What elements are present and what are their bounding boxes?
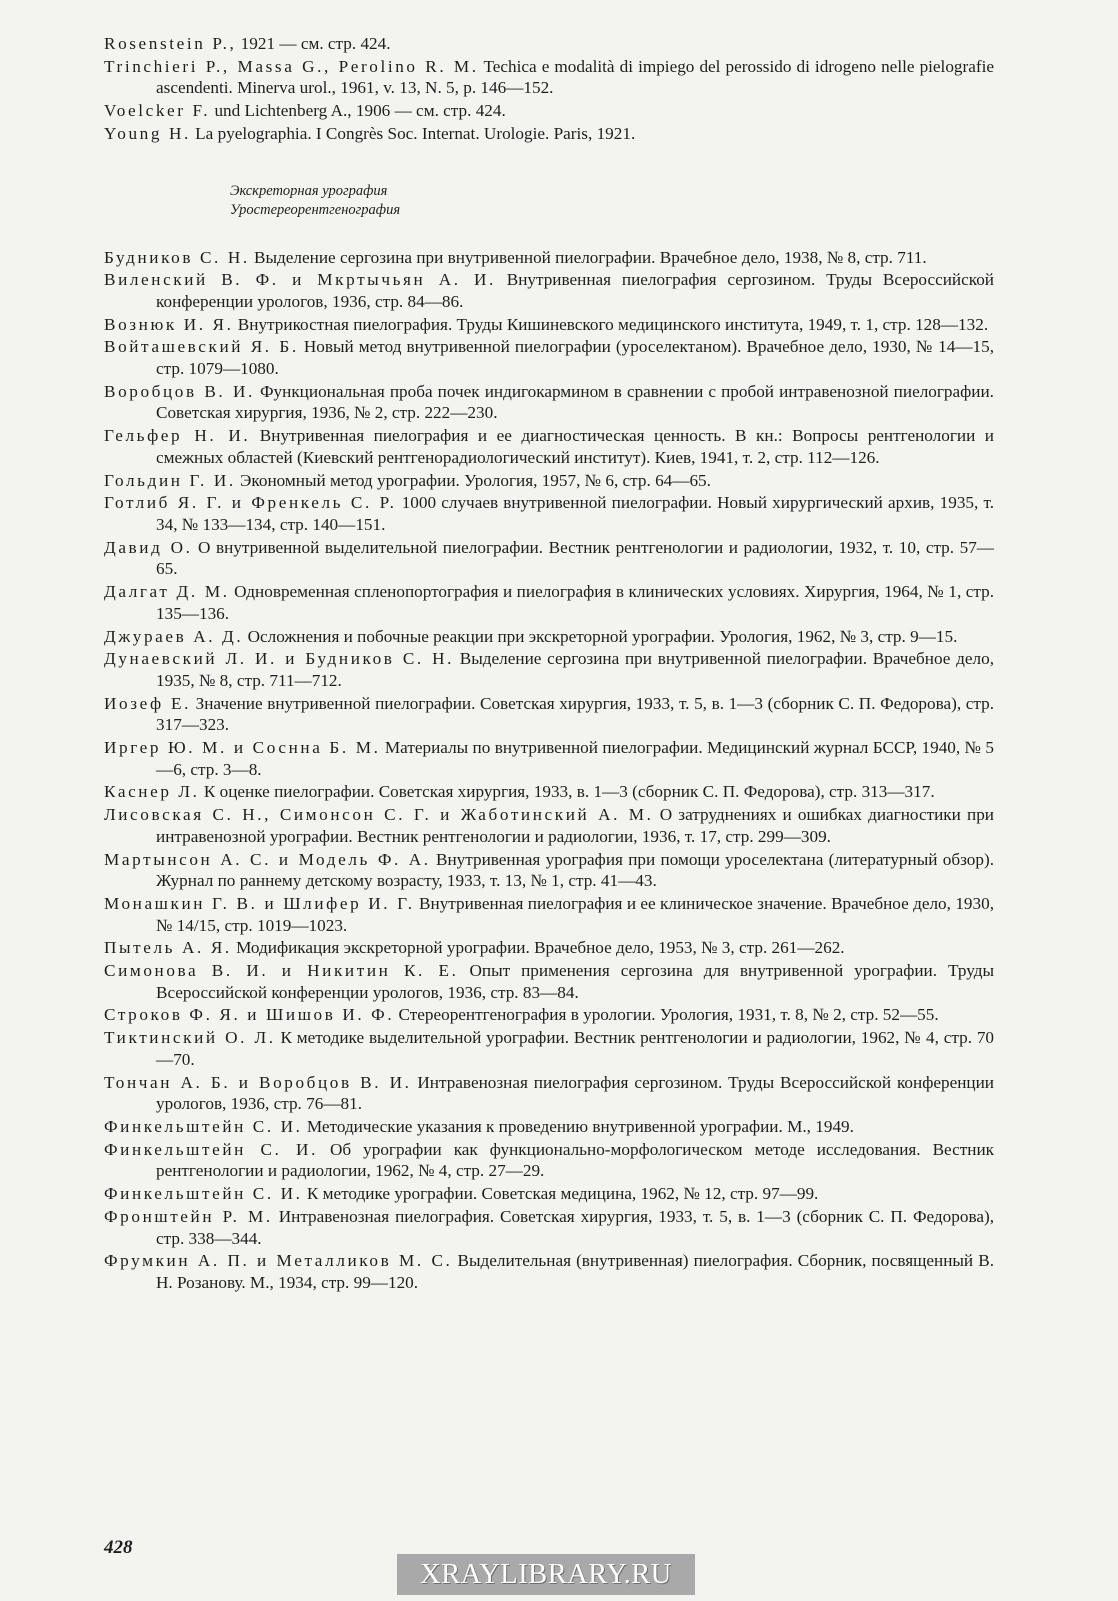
reference-text: Выделительная (внутривенная) пиелография. Сборник, посвященный В. Н. Розанову. М., 1934, стр. 99—120.	[156, 1251, 994, 1292]
watermark-banner: XRAYLIBRARY.RU	[397, 1554, 695, 1595]
reference-author: Тиктинский О. Л.	[104, 1028, 276, 1048]
reference-entry	[104, 893, 994, 936]
reference-author: Джураев А. Д.	[104, 626, 244, 646]
reference-text: Стереорентгенография в урологии. Урология, 1931, т. 8, № 2, стр. 52—55.	[394, 1005, 939, 1025]
reference-text: Экономный метод урографии. Урология, 1957, № 6, стр. 64—65.	[235, 470, 711, 490]
reference-author: Rosenstein P.,	[104, 34, 237, 53]
reference-author: Монашкин Г. В. и Шлифер И. Г.	[104, 893, 415, 913]
reference-author: Строков Ф. Я. и Шишов И. Ф.	[104, 1005, 395, 1025]
section-heading	[230, 182, 994, 220]
reference-text: Techica e modalità di impiego del perossido di idrogeno nelle pielografie ascendenti. Minerva urol., 1961, v. 13, N. 5, p. 146—152.	[156, 56, 995, 98]
reference-entry	[104, 336, 994, 379]
reference-entry	[104, 626, 994, 648]
reference-text: Опыт применения сергозина для внутривенной урографии. Труды Всероссийской конференции урологов, 1936, стр. 83—84.	[156, 961, 995, 1002]
reference-author: Пытель А. Я.	[104, 938, 232, 958]
reference-author: Фронштейн Р. М.	[104, 1206, 273, 1226]
reference-entry	[104, 937, 994, 959]
reference-entry	[104, 100, 994, 122]
reference-author: Гельфер Н. И.	[104, 426, 251, 446]
reference-text: К методике выделительной урографии. Вестник рентгенологии и радиологии, 1962, № 4, стр. 70—70.	[156, 1028, 995, 1069]
reference-text: Выделение сергозина при внутривенной пиелографии. Врачебное дело, 1938, № 8, стр. 711.	[249, 247, 927, 267]
reference-author: Young H.	[104, 123, 191, 143]
reference-entry	[104, 804, 994, 847]
reference-entry	[104, 1116, 994, 1138]
reference-author: Мартынсон А. С. и Модель Ф. А.	[104, 849, 431, 869]
reference-author: Дунаевский Л. И. и Будников С. Н.	[104, 649, 455, 669]
reference-entry	[104, 269, 994, 312]
reference-author: Воробцов В. И.	[104, 381, 255, 401]
reference-entry	[104, 1206, 994, 1249]
references-top	[104, 33, 994, 145]
reference-entry	[104, 1183, 994, 1205]
reference-entry	[104, 33, 994, 55]
reference-text: Внутривенная пиелография сергозином. Труды Всероссийской конференции урологов, 1936, стр. 84—86.	[156, 270, 994, 311]
reference-entry	[104, 314, 994, 336]
reference-author: Иозеф Е.	[104, 693, 191, 713]
reference-text: Значение внутривенной пиелографии. Советская хирургия, 1933, т. 5, в. 1—3 (сборник С. П. Федорова), стр. 317—323.	[156, 693, 994, 735]
reference-text: Интравенозная пиелография. Советская хирургия, 1933, т. 5, в. 1—3 (сборник С. П. Федорова), стр. 338—344.	[156, 1206, 994, 1248]
reference-text: Интравенозная пиелография сергозином. Труды Всероссийской конференции урологов, 1936, стр. 76—81.	[156, 1072, 994, 1114]
reference-text: 1000 случаев внутривенной пиелографии. Новый хирургический архив, 1935, т. 34, № 133—134, стр. 140—151.	[156, 493, 994, 534]
reference-text: Внутрикостная пиелография. Труды Кишиневского медицинского института, 1949, т. 1, стр. 128—132.	[233, 314, 989, 334]
reference-author: Далгат Д. М.	[104, 582, 230, 602]
reference-entry	[104, 537, 994, 580]
reference-entry	[104, 1004, 994, 1026]
reference-text: О затруднениях и ошибках диагностики при интравенозной урографии. Вестник рентгенологии и радиологии, 1936, т. 17, стр. 299—309.	[156, 805, 994, 846]
reference-text: Модификация экскреторной урографии. Врачебное дело, 1953, № 3, стр. 261—262.	[231, 938, 845, 958]
reference-text: Материалы по внутривенной пиелографии. Медицинский журнал БССР, 1940, № 5—6, стр. 3—8.	[156, 738, 994, 779]
reference-text: Одновременная спленопортография и пиелография в клинических условиях. Хирургия, 1964, № 1, стр. 135—136.	[156, 582, 994, 623]
reference-entry	[104, 381, 994, 424]
reference-entry	[104, 1072, 994, 1115]
reference-entry	[104, 123, 994, 145]
reference-text: 1921 — см. стр. 424.	[236, 34, 391, 53]
section-heading-line-2: Уростереорентгенография	[230, 201, 401, 218]
reference-entry	[104, 849, 994, 892]
reference-author: Финкельштейн С. И.	[104, 1117, 303, 1136]
reference-entry	[104, 781, 994, 803]
reference-text: Внутривенная пиелография и ее клиническое значение. Врачебное дело, 1930, № 14/15, стр. 1019—1023.	[156, 893, 994, 935]
reference-author: Тончан А. Б. и Воробцов В. И.	[104, 1072, 412, 1092]
reference-author: Войташевский Я. Б.	[104, 337, 299, 357]
reference-entry	[104, 960, 994, 1003]
reference-author: Готлиб Я. Г. и Френкель С. Р.	[104, 493, 397, 513]
reference-text: Внутривенная пиелография и ее диагностическая ценность. В кн.: Вопросы рентгенологии и смежных областей (Киевский рентгенорадиологический институт). Киев, 1941, т. 2, стр. 112—126.	[156, 426, 994, 467]
reference-text: Функциональная проба почек индигокармином в сравнении с пробой интравенозной пиелографии. Советская хирургия, 1936, № 2, стр. 222—230.	[156, 381, 994, 423]
reference-entry	[104, 693, 994, 736]
references-main	[104, 247, 994, 1294]
reference-entry	[104, 1027, 994, 1070]
reference-author: Гольдин Г. И.	[104, 470, 236, 490]
reference-text: Методические указания к проведению внутривенной урографии. М., 1949.	[302, 1117, 854, 1136]
page-content	[104, 33, 994, 1294]
reference-entry	[104, 648, 994, 691]
reference-entry	[104, 247, 994, 269]
reference-author: Давид О.	[104, 537, 193, 557]
reference-author: Trinchieri P., Massa G., Perolino R. M.	[104, 56, 479, 76]
reference-author: Voelcker F.	[104, 101, 211, 121]
reference-author: Будников С. Н.	[104, 247, 250, 267]
reference-text: Выделение сергозина при внутривенной пиелографии. Врачебное дело, 1935, № 8, стр. 711—712.	[156, 649, 994, 690]
reference-author: Иргер Ю. М. и Соснна Б. М.	[104, 738, 381, 758]
reference-entry	[104, 1250, 994, 1293]
reference-text: und Lichtenberg A., 1906 — см. стр. 424.	[210, 101, 506, 121]
reference-author: Финкельштейн С. И.	[104, 1184, 303, 1204]
reference-text: К оценке пиелографии. Советская хирургия, 1933, в. 1—3 (сборник С. П. Федорова), стр. 313—317.	[199, 782, 935, 802]
reference-author: Каснер Л.	[104, 782, 200, 802]
page-number: 428	[104, 1537, 133, 1558]
reference-entry	[104, 470, 994, 492]
reference-entry	[104, 56, 994, 99]
reference-text: Внутривенная урография при помощи уроселектана (литературный обзор). Журнал по раннему детскому возрасту, 1933, т. 13, № 1, стр. 41—43.	[156, 849, 994, 891]
reference-author: Финкельштейн С. И.	[104, 1139, 318, 1159]
reference-entry	[104, 492, 994, 535]
reference-author: Лисовская С. Н., Симонсон С. Г. и Жаботинский А. М.	[104, 805, 654, 825]
reference-entry	[104, 737, 994, 780]
reference-text: Об урографии как функционально-морфологическом методе исследования. Вестник рентгенологии и радиологии, 1962, № 4, стр. 27—29.	[156, 1139, 995, 1181]
reference-entry	[104, 581, 994, 624]
reference-text: О внутривенной выделительной пиелографии. Вестник рентгенологии и радиологии, 1932, т. 10, стр. 57—65.	[156, 537, 994, 579]
reference-entry	[104, 1139, 994, 1182]
reference-author: Виленский В. Ф. и Мкртычьян А. И.	[104, 270, 496, 290]
reference-text: Осложнения и побочные реакции при экскреторной урографии. Урология, 1962, № 3, стр. 9—15.	[243, 626, 958, 646]
reference-entry	[104, 425, 994, 468]
reference-text: Новый метод внутривенной пиелографии (уроселектаном). Врачебное дело, 1930, № 14—15, стр. 1079—1080.	[156, 337, 995, 379]
reference-text: К методике урографии. Советская медицина, 1962, № 12, стр. 97—99.	[302, 1184, 819, 1204]
reference-author: Симонова В. И. и Никитин К. Е.	[104, 961, 459, 981]
section-heading-line-1: Экскреторная урография	[230, 182, 388, 199]
reference-text: La pyelographia. I Congrès Soc. Internat. Urologie. Paris, 1921.	[190, 123, 636, 143]
reference-author: Вознюк И. Я.	[104, 314, 234, 334]
reference-author: Фрумкин А. П. и Металликов М. С.	[104, 1251, 453, 1271]
